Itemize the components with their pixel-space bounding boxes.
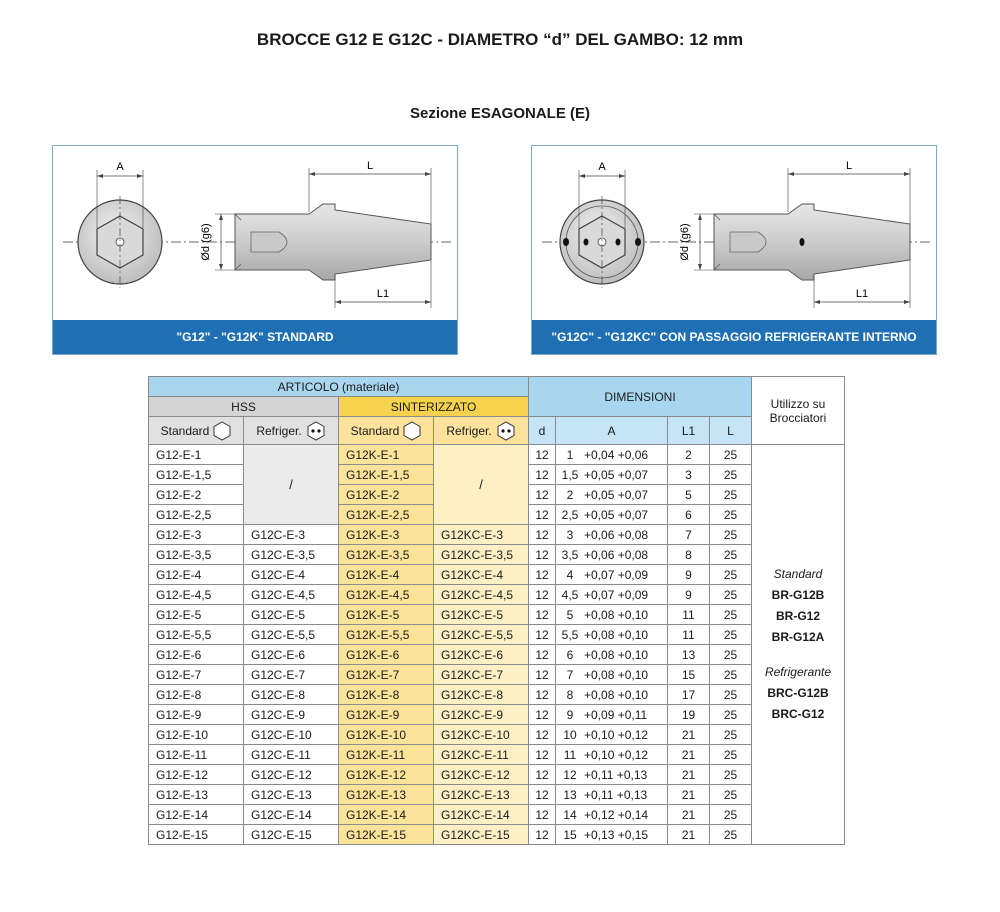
dim-l1-label: L1 bbox=[376, 288, 390, 300]
table-row bbox=[149, 525, 845, 545]
dim-d-label: Ød (g6) bbox=[200, 223, 212, 261]
dim-a bbox=[556, 585, 668, 605]
dim-a bbox=[556, 545, 668, 565]
header-label: Refriger. bbox=[256, 423, 302, 438]
dim-d: 12 bbox=[529, 625, 556, 645]
table-row bbox=[149, 665, 845, 685]
dim-d: 12 bbox=[529, 585, 556, 605]
dim-l1: 11 bbox=[668, 625, 710, 645]
code-sint-refriger: G12KC-E-10 bbox=[434, 725, 529, 745]
coolant-hexagon-icon bbox=[496, 421, 516, 441]
table-row bbox=[149, 565, 845, 585]
header-a: A bbox=[556, 417, 668, 445]
dim-a-nominal: 5,5 bbox=[561, 627, 579, 642]
code-hss-standard: G12-E-1 bbox=[149, 445, 244, 465]
diagram-panel-coolant bbox=[531, 145, 937, 355]
dim-a-tolerance: +0,08 +0,10 bbox=[584, 667, 649, 682]
header-sint-refriger bbox=[434, 417, 529, 445]
table-row bbox=[149, 745, 845, 765]
header-d: d bbox=[529, 417, 556, 445]
code-hss-standard: G12-E-14 bbox=[149, 805, 244, 825]
code-sint-standard: G12K-E-1,5 bbox=[339, 465, 434, 485]
dim-a-nominal: 11 bbox=[563, 747, 577, 762]
header-dimensioni: DIMENSIONI bbox=[529, 377, 752, 417]
code-sint-standard: G12K-E-3,5 bbox=[339, 545, 434, 565]
code-sint-refriger: G12KC-E-3 bbox=[434, 525, 529, 545]
code-hss-refriger: G12C-E-5 bbox=[244, 605, 339, 625]
code-sint-refriger: G12KC-E-4 bbox=[434, 565, 529, 585]
dim-a bbox=[556, 625, 668, 645]
code-sint-standard: G12K-E-14 bbox=[339, 805, 434, 825]
broach-drawing-standard bbox=[53, 146, 457, 322]
code-hss-refriger: G12C-E-3 bbox=[244, 525, 339, 545]
dim-l: 25 bbox=[710, 825, 752, 845]
dim-d: 12 bbox=[529, 465, 556, 485]
code-hss-standard: G12-E-1,5 bbox=[149, 465, 244, 485]
usage-standard-item: BR-G12 bbox=[775, 609, 820, 623]
header-utilizzo: Utilizzo su Brocciatori bbox=[752, 377, 845, 445]
dim-d: 12 bbox=[529, 645, 556, 665]
dim-a bbox=[556, 665, 668, 685]
code-sint-standard: G12K-E-2 bbox=[339, 485, 434, 505]
dim-a bbox=[556, 565, 668, 585]
page-title: BROCCE G12 E G12C - DIAMETRO “d” DEL GAMBO: 12 mm bbox=[256, 30, 744, 49]
table-row bbox=[149, 785, 845, 805]
dim-l1: 8 bbox=[668, 545, 710, 565]
dim-a-tolerance: +0,06 +0,08 bbox=[584, 547, 649, 562]
dim-l1: 3 bbox=[668, 465, 710, 485]
dim-a-tolerance: +0,08 +0,10 bbox=[584, 687, 649, 702]
dim-l: 25 bbox=[710, 705, 752, 725]
dim-a-tolerance: +0,10 +0,12 bbox=[584, 747, 649, 762]
broach-drawing-coolant bbox=[532, 146, 936, 322]
dim-l1: 21 bbox=[668, 825, 710, 845]
header-label: Refriger. bbox=[446, 423, 492, 438]
dim-l1: 6 bbox=[668, 505, 710, 525]
dim-a-nominal: 4,5 bbox=[561, 587, 579, 602]
code-hss-refriger: G12C-E-12 bbox=[244, 765, 339, 785]
header-l1: L1 bbox=[668, 417, 710, 445]
code-sint-refriger: G12KC-E-8 bbox=[434, 685, 529, 705]
dim-l1: 19 bbox=[668, 705, 710, 725]
table-row bbox=[149, 585, 845, 605]
dim-l: 25 bbox=[710, 805, 752, 825]
table-row bbox=[149, 805, 845, 825]
header-hss-standard bbox=[149, 417, 244, 445]
dim-a bbox=[556, 725, 668, 745]
dim-a-nominal: 1,5 bbox=[561, 467, 579, 482]
hss-refriger-na: / bbox=[244, 445, 339, 525]
usage-standard-item: BR-G12B bbox=[771, 588, 825, 602]
dim-a-nominal: 1 bbox=[566, 447, 574, 462]
code-sint-refriger: G12KC-E-4,5 bbox=[434, 585, 529, 605]
dim-l1: 21 bbox=[668, 785, 710, 805]
panel-caption-standard: "G12" - "G12K" STANDARD bbox=[53, 320, 457, 354]
dim-a bbox=[556, 685, 668, 705]
code-hss-standard: G12-E-5 bbox=[149, 605, 244, 625]
code-hss-standard: G12-E-8 bbox=[149, 685, 244, 705]
header-sinterizzato: SINTERIZZATO bbox=[339, 397, 529, 417]
dim-l: 25 bbox=[710, 605, 752, 625]
dim-d: 12 bbox=[529, 745, 556, 765]
code-hss-standard: G12-E-3,5 bbox=[149, 545, 244, 565]
table-row bbox=[149, 825, 845, 845]
dim-a-nominal: 3,5 bbox=[561, 547, 579, 562]
dim-a-nominal: 12 bbox=[563, 767, 577, 782]
usage-standard-label: Standard bbox=[773, 567, 823, 581]
code-sint-standard: G12K-E-9 bbox=[339, 705, 434, 725]
header-label: Standard bbox=[160, 423, 210, 438]
code-sint-refriger: G12KC-E-6 bbox=[434, 645, 529, 665]
code-hss-refriger: G12C-E-10 bbox=[244, 725, 339, 745]
dim-a bbox=[556, 505, 668, 525]
dim-a-nominal: 15 bbox=[563, 827, 577, 842]
dim-a-tolerance: +0,05 +0,07 bbox=[584, 487, 649, 502]
dim-l: 25 bbox=[710, 625, 752, 645]
code-sint-standard: G12K-E-1 bbox=[339, 445, 434, 465]
dim-l1: 15 bbox=[668, 665, 710, 685]
dim-a-tolerance: +0,12 +0,14 bbox=[584, 807, 649, 822]
dim-a-nominal: 4 bbox=[566, 567, 574, 582]
dim-l: 25 bbox=[710, 745, 752, 765]
hexagon-icon bbox=[403, 421, 421, 441]
dim-d: 12 bbox=[529, 825, 556, 845]
dim-a-tolerance: +0,13 +0,15 bbox=[584, 827, 649, 842]
dim-a bbox=[556, 765, 668, 785]
code-sint-refriger: G12KC-E-7 bbox=[434, 665, 529, 685]
dim-l: 25 bbox=[710, 685, 752, 705]
dim-a-tolerance: +0,08 +0,10 bbox=[584, 607, 649, 622]
table-row bbox=[149, 685, 845, 705]
dim-d: 12 bbox=[529, 805, 556, 825]
dim-l: 25 bbox=[710, 665, 752, 685]
dim-l: 25 bbox=[710, 725, 752, 745]
code-hss-standard: G12-E-15 bbox=[149, 825, 244, 845]
code-sint-standard: G12K-E-12 bbox=[339, 765, 434, 785]
dim-a-tolerance: +0,09 +0,11 bbox=[584, 707, 648, 722]
table-row bbox=[149, 705, 845, 725]
dim-a-tolerance: +0,05 +0,07 bbox=[584, 507, 649, 522]
dim-l1: 9 bbox=[668, 585, 710, 605]
dim-d: 12 bbox=[529, 605, 556, 625]
code-sint-refriger: G12KC-E-9 bbox=[434, 705, 529, 725]
code-sint-standard: G12K-E-7 bbox=[339, 665, 434, 685]
code-sint-standard: G12K-E-10 bbox=[339, 725, 434, 745]
code-hss-standard: G12-E-3 bbox=[149, 525, 244, 545]
header-sint-standard bbox=[339, 417, 434, 445]
dim-a-nominal: 2 bbox=[566, 487, 574, 502]
dim-d: 12 bbox=[529, 485, 556, 505]
panel-caption-coolant: "G12C" - "G12KC" CON PASSAGGIO REFRIGERANTE INTERNO bbox=[532, 320, 936, 354]
code-hss-standard: G12-E-11 bbox=[149, 745, 244, 765]
usage-standard-item: BR-G12A bbox=[771, 630, 825, 644]
code-hss-refriger: G12C-E-14 bbox=[244, 805, 339, 825]
dim-a bbox=[556, 785, 668, 805]
code-sint-refriger: G12KC-E-12 bbox=[434, 765, 529, 785]
table-row bbox=[149, 765, 845, 785]
dim-l: 25 bbox=[710, 445, 752, 465]
dim-l-label: L bbox=[366, 160, 374, 172]
code-hss-refriger: G12C-E-9 bbox=[244, 705, 339, 725]
usage-spacer bbox=[752, 648, 844, 662]
code-hss-standard: G12-E-4 bbox=[149, 565, 244, 585]
code-hss-standard: G12-E-5,5 bbox=[149, 625, 244, 645]
dim-a bbox=[556, 605, 668, 625]
dim-l: 25 bbox=[710, 545, 752, 565]
code-hss-refriger: G12C-E-3,5 bbox=[244, 545, 339, 565]
dim-d: 12 bbox=[529, 665, 556, 685]
coolant-hexagon-icon bbox=[306, 421, 326, 441]
hexagon-icon bbox=[213, 421, 231, 441]
code-sint-refriger: G12KC-E-13 bbox=[434, 785, 529, 805]
code-hss-refriger: G12C-E-13 bbox=[244, 785, 339, 805]
dim-a-tolerance: +0,04 +0,06 bbox=[584, 447, 649, 462]
dim-l: 25 bbox=[710, 505, 752, 525]
code-hss-standard: G12-E-2 bbox=[149, 485, 244, 505]
dim-l1: 9 bbox=[668, 565, 710, 585]
dim-a bbox=[556, 705, 668, 725]
dim-l1: 2 bbox=[668, 445, 710, 465]
code-hss-refriger: G12C-E-5,5 bbox=[244, 625, 339, 645]
code-hss-standard: G12-E-10 bbox=[149, 725, 244, 745]
code-sint-standard: G12K-E-5 bbox=[339, 605, 434, 625]
code-sint-standard: G12K-E-11 bbox=[339, 745, 434, 765]
code-sint-refriger: G12KC-E-5 bbox=[434, 605, 529, 625]
code-hss-standard: G12-E-13 bbox=[149, 785, 244, 805]
code-hss-standard: G12-E-9 bbox=[149, 705, 244, 725]
dim-d-label-coolant: Ød (g6) bbox=[679, 223, 691, 261]
dim-d: 12 bbox=[529, 445, 556, 465]
dim-d: 12 bbox=[529, 725, 556, 745]
dim-l-label-coolant: L bbox=[845, 160, 853, 172]
dim-d: 12 bbox=[529, 685, 556, 705]
dim-a-nominal: 3 bbox=[566, 527, 574, 542]
code-hss-standard: G12-E-7 bbox=[149, 665, 244, 685]
dim-l: 25 bbox=[710, 525, 752, 545]
dim-a-tolerance: +0,07 +0,09 bbox=[584, 587, 649, 602]
header-label: Standard bbox=[350, 423, 400, 438]
dim-l1: 13 bbox=[668, 645, 710, 665]
usage-refrigerante-item: BRC-G12 bbox=[771, 707, 825, 721]
dim-a bbox=[556, 525, 668, 545]
dim-a-label: A bbox=[116, 161, 124, 173]
dim-a-nominal: 5 bbox=[566, 607, 574, 622]
dim-l1: 21 bbox=[668, 725, 710, 745]
dim-d: 12 bbox=[529, 545, 556, 565]
dim-l1: 21 bbox=[668, 765, 710, 785]
code-hss-standard: G12-E-4,5 bbox=[149, 585, 244, 605]
dim-a-tolerance: +0,10 +0,12 bbox=[584, 727, 649, 742]
code-sint-standard: G12K-E-13 bbox=[339, 785, 434, 805]
dim-a-nominal: 9 bbox=[566, 707, 574, 722]
dim-a bbox=[556, 465, 668, 485]
dim-a-nominal: 14 bbox=[563, 807, 577, 822]
table-row bbox=[149, 545, 845, 565]
dim-a-tolerance: +0,08 +0,10 bbox=[584, 647, 649, 662]
code-hss-refriger: G12C-E-8 bbox=[244, 685, 339, 705]
code-hss-refriger: G12C-E-15 bbox=[244, 825, 339, 845]
usage-refrigerante-item: BRC-G12B bbox=[767, 686, 829, 700]
dim-l1: 21 bbox=[668, 805, 710, 825]
dim-a-label-coolant: A bbox=[598, 161, 606, 173]
dim-l1: 17 bbox=[668, 685, 710, 705]
section-title: Sezione ESAGONALE (E) bbox=[409, 105, 591, 122]
dim-l1: 21 bbox=[668, 745, 710, 765]
dim-a-nominal: 6 bbox=[566, 647, 574, 662]
dim-l: 25 bbox=[710, 645, 752, 665]
dim-l: 25 bbox=[710, 785, 752, 805]
table-row bbox=[149, 645, 845, 665]
code-hss-refriger: G12C-E-4 bbox=[244, 565, 339, 585]
code-sint-standard: G12K-E-4,5 bbox=[339, 585, 434, 605]
table-row bbox=[149, 445, 845, 465]
dim-d: 12 bbox=[529, 705, 556, 725]
code-sint-standard: G12K-E-5,5 bbox=[339, 625, 434, 645]
code-sint-refriger: G12KC-E-15 bbox=[434, 825, 529, 845]
usage-refrigerante-label: Refrigerante bbox=[764, 665, 832, 679]
code-sint-standard: G12K-E-3 bbox=[339, 525, 434, 545]
code-hss-refriger: G12C-E-6 bbox=[244, 645, 339, 665]
dim-d: 12 bbox=[529, 785, 556, 805]
dim-a-tolerance: +0,05 +0,07 bbox=[584, 467, 649, 482]
dim-a-tolerance: +0,11 +0,13 bbox=[584, 787, 648, 802]
code-sint-standard: G12K-E-6 bbox=[339, 645, 434, 665]
dim-l1: 7 bbox=[668, 525, 710, 545]
code-hss-refriger: G12C-E-4,5 bbox=[244, 585, 339, 605]
dim-a bbox=[556, 645, 668, 665]
usage-cell bbox=[752, 445, 845, 845]
dim-a-tolerance: +0,06 +0,08 bbox=[584, 527, 649, 542]
code-sint-refriger: G12KC-E-11 bbox=[434, 745, 529, 765]
code-sint-refriger: G12KC-E-14 bbox=[434, 805, 529, 825]
spec-table bbox=[148, 376, 845, 845]
header-l: L bbox=[710, 417, 752, 445]
dim-a bbox=[556, 745, 668, 765]
dim-a-nominal: 8 bbox=[566, 687, 574, 702]
diagram-panel-standard bbox=[52, 145, 458, 355]
dim-l1: 11 bbox=[668, 605, 710, 625]
code-sint-standard: G12K-E-4 bbox=[339, 565, 434, 585]
sint-refriger-na: / bbox=[434, 445, 529, 525]
dim-l: 25 bbox=[710, 465, 752, 485]
header-hss-refriger bbox=[244, 417, 339, 445]
code-hss-standard: G12-E-2,5 bbox=[149, 505, 244, 525]
code-sint-standard: G12K-E-15 bbox=[339, 825, 434, 845]
code-hss-refriger: G12C-E-11 bbox=[244, 745, 339, 765]
dim-l: 25 bbox=[710, 565, 752, 585]
header-hss: HSS bbox=[149, 397, 339, 417]
dim-a bbox=[556, 445, 668, 465]
header-articolo: ARTICOLO (materiale) bbox=[149, 377, 529, 397]
code-hss-standard: G12-E-6 bbox=[149, 645, 244, 665]
table-row bbox=[149, 625, 845, 645]
dim-d: 12 bbox=[529, 505, 556, 525]
code-hss-refriger: G12C-E-7 bbox=[244, 665, 339, 685]
table-row bbox=[149, 725, 845, 745]
dim-l: 25 bbox=[710, 585, 752, 605]
dim-a bbox=[556, 805, 668, 825]
dim-a-nominal: 10 bbox=[563, 727, 577, 742]
dim-l: 25 bbox=[710, 485, 752, 505]
dim-d: 12 bbox=[529, 565, 556, 585]
code-sint-standard: G12K-E-8 bbox=[339, 685, 434, 705]
dim-a-nominal: 7 bbox=[566, 667, 574, 682]
dim-a bbox=[556, 485, 668, 505]
code-sint-refriger: G12KC-E-3,5 bbox=[434, 545, 529, 565]
dim-l: 25 bbox=[710, 765, 752, 785]
dim-a-tolerance: +0,11 +0,13 bbox=[584, 767, 648, 782]
dim-a bbox=[556, 825, 668, 845]
dim-a-tolerance: +0,08 +0,10 bbox=[584, 627, 649, 642]
code-sint-refriger: G12KC-E-5,5 bbox=[434, 625, 529, 645]
dim-d: 12 bbox=[529, 525, 556, 545]
dim-a-nominal: 2,5 bbox=[561, 507, 579, 522]
dim-l1-label-coolant: L1 bbox=[855, 288, 869, 300]
code-hss-standard: G12-E-12 bbox=[149, 765, 244, 785]
dim-l1: 5 bbox=[668, 485, 710, 505]
dim-a-nominal: 13 bbox=[563, 787, 577, 802]
dim-a-tolerance: +0,07 +0,09 bbox=[584, 567, 649, 582]
code-sint-standard: G12K-E-2,5 bbox=[339, 505, 434, 525]
dim-d: 12 bbox=[529, 765, 556, 785]
table-row bbox=[149, 605, 845, 625]
